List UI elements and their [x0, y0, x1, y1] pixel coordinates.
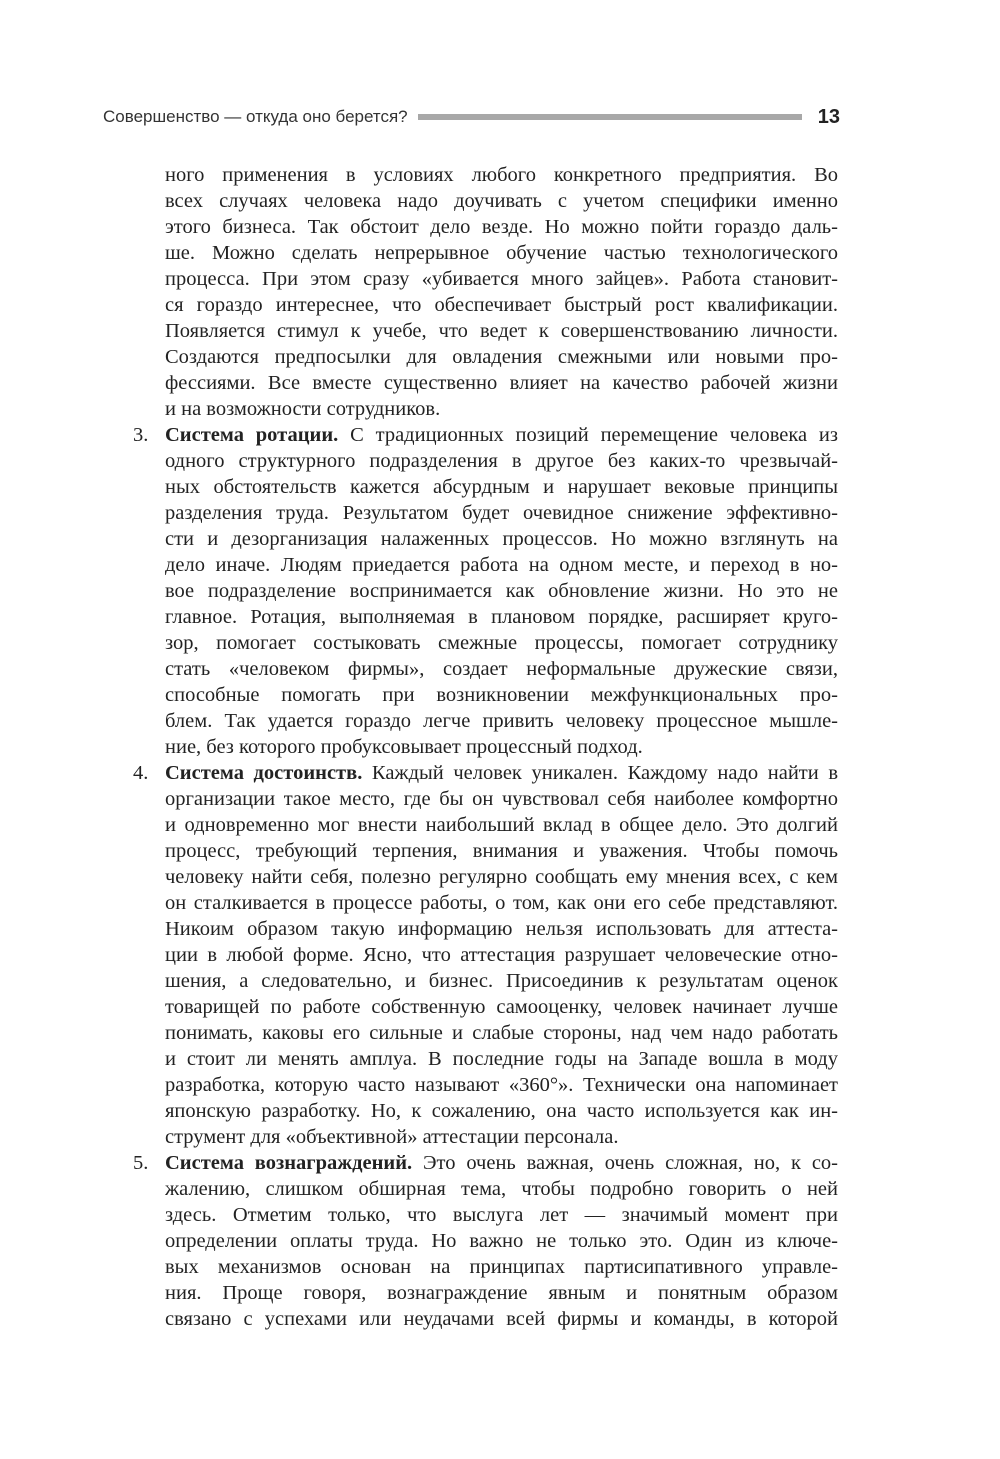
text-line: ше. Можно сделать непрерывное обучение частью технологического: [165, 242, 838, 264]
running-header: [103, 104, 840, 130]
text-line: ние, без которого пробуксовывает процессный подход.: [165, 736, 643, 758]
text-line: ции в любой форме. Ясно, что аттестация разрушает человеческие отно-: [165, 944, 838, 966]
text-line: и стоит ли менять амплуа. В последние годы на Западе вошла в моду: [165, 1048, 838, 1070]
item-first-line-text: С традиционных позиций перемещение человека из: [338, 424, 838, 446]
item-first-line-text: Это очень важная, очень сложная, но, к со-: [412, 1152, 838, 1174]
text-line: вых механизмов основан на принципах партисипативного управле-: [165, 1256, 838, 1278]
text-line: разработка, которую часто называют «360°». Технически она напоминает: [165, 1074, 838, 1096]
text-line: ся гораздо интереснее, что обеспечивает быстрый рост квалификации.: [165, 294, 838, 316]
text-line: стать «человеком фирмы», создает неформальные дружеские связи,: [165, 658, 838, 680]
text-line: связано с успехами или неудачами всей фирмы и команды, в которой: [165, 1308, 838, 1330]
list-item: [133, 422, 838, 760]
list-number: 3.: [133, 424, 149, 446]
text-line: человеку найти себя, полезно регулярно сообщать ему мнения всех, с кем: [165, 866, 838, 888]
text-line: блем. Так удается гораздо легче привить человеку процессное мышле-: [165, 710, 838, 732]
text-line: всех случаях человека надо доучивать с учетом специфики именно: [165, 190, 838, 212]
list-number: 5.: [133, 1152, 149, 1174]
page-number: 13: [817, 105, 840, 128]
item-heading: Система ротации.: [165, 424, 339, 446]
text-line: этого бизнеса. Так обстоит дело везде. Но можно пойти гораздо даль-: [165, 216, 838, 238]
text-line: Создаются предпосылки для овладения смежными или новыми про-: [165, 346, 838, 368]
item-first-line-text: Каждый человек уникален. Каждому надо найти в: [362, 762, 838, 784]
text-line: главное. Ротация, выполняемая в плановом порядке, расширяет круго-: [165, 606, 838, 628]
text-line: он сталкивается в процессе работы, о том, как они его себе представляют.: [165, 892, 838, 914]
text-line: понимать, каковы его сильные и слабые стороны, над чем надо работать: [165, 1022, 838, 1044]
text-line: японскую разработку. Но, к сожалению, она часто используется как ин-: [165, 1100, 838, 1122]
text-line: здесь. Отметим только, что выслуга лет — значимый момент при: [165, 1204, 838, 1226]
text-line: и на возможности сотрудников.: [165, 398, 441, 420]
text-line: зор, помогает состыковать смежные процессы, помогает сотруднику: [165, 632, 838, 654]
item-first-line: [165, 422, 838, 448]
text-line: вое подразделение воспринимается как обновление жизни. Но это не: [165, 580, 838, 602]
list-item: [133, 1150, 838, 1332]
text-line: ния. Проще говоря, вознаграждение явным и понятным образом: [165, 1282, 838, 1304]
text-line: дело иначе. Людям приедается работа на одном месте, и переход в но-: [165, 554, 838, 576]
header-rule: [418, 114, 802, 120]
text-line: способные помогать при возникновении межфункциональных про-: [165, 684, 838, 706]
text-line: процесса. При этом сразу «убивается много зайцев». Работа становит-: [165, 268, 838, 290]
text-line: шения, а следовательно, и бизнес. Присоединив к результатам оценок: [165, 970, 838, 992]
text-line: определении оплаты труда. Но важно не только это. Один из ключе-: [165, 1230, 838, 1252]
text-line: процесс, требующий терпения, внимания и уважения. Чтобы помочь: [165, 840, 838, 862]
text-line: организации такое место, где бы он чувствовал себя наиболее комфортно: [165, 788, 838, 810]
text-line: и одновременно мог внести наибольший вклад в общее дело. Это долгий: [165, 814, 838, 836]
text-line: ного применения в условиях любого конкретного предприятия. Во: [165, 164, 838, 186]
text-line: жалению, слишком обширная тема, чтобы подробно говорить о ней: [165, 1178, 838, 1200]
text-line: фессиями. Все вместе существенно влияет на качество рабочей жизни: [165, 372, 838, 394]
list-item: [133, 760, 838, 1150]
body-text: [133, 162, 838, 1332]
text-line: Появляется стимул к учебе, что ведет к совершенствованию личности.: [165, 320, 838, 342]
item-heading: Система вознаграждений.: [165, 1152, 413, 1174]
item-heading: Система достоинств.: [165, 762, 363, 784]
text-line: разделения труда. Результатом будет очевидное снижение эффективно-: [165, 502, 838, 524]
list-number: 4.: [133, 762, 149, 784]
item-first-line: [165, 760, 838, 786]
text-line: одного структурного подразделения в другое без каких-то чрезвычай-: [165, 450, 838, 472]
text-line: ных обстоятельств кажется абсурдным и нарушает вековые принципы: [165, 476, 838, 498]
text-line: Никоим образом такую информацию нельзя использовать для аттеста-: [165, 918, 838, 940]
text-line: струмент для «объективной» аттестации персонала.: [165, 1126, 619, 1148]
text-line: сти и дезорганизация налаженных процессов. Но можно взглянуть на: [165, 528, 838, 550]
text-line: товарищей по работе собственную самооценку, человек начинает лучше: [165, 996, 838, 1018]
item-first-line: [165, 1150, 838, 1176]
running-title: Совершенство — откуда оно берется?: [103, 107, 408, 126]
